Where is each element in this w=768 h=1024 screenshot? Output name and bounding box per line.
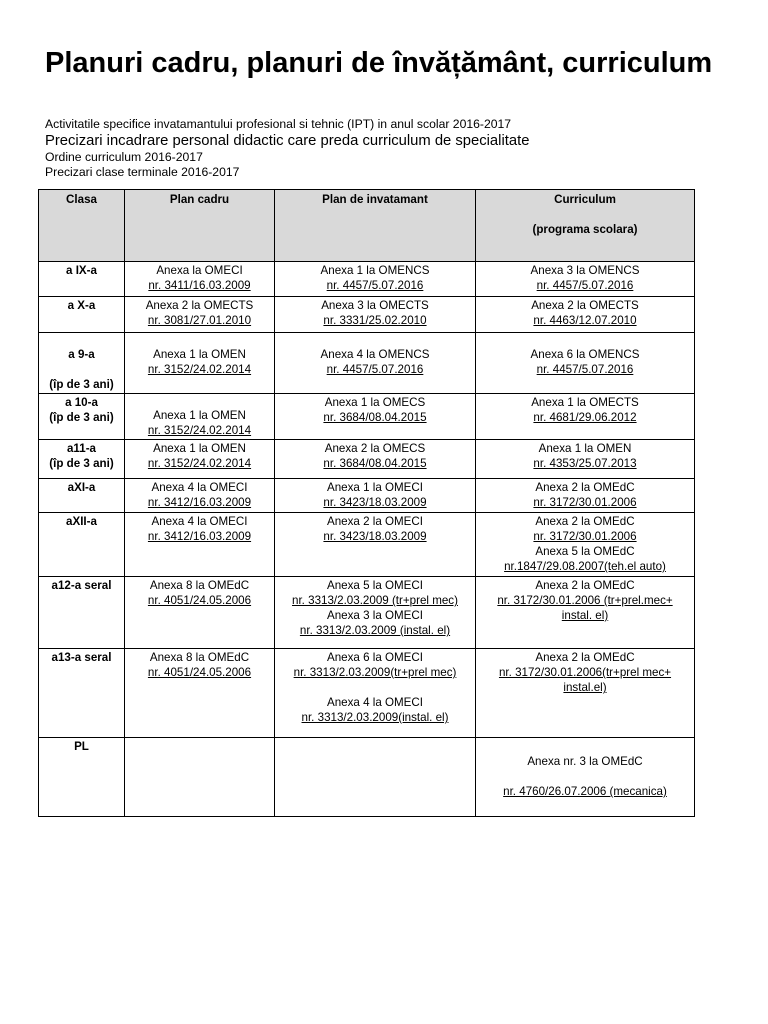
order-link[interactable]: instal. el): [561, 609, 609, 622]
clasa-text: aXI-a: [67, 481, 96, 494]
order-link[interactable]: nr. 3684/08.04.2015: [323, 457, 427, 470]
anexa-label: Anexa 3 la OMENCS: [530, 264, 640, 277]
anexa-label: Anexa 5 la OMECI: [326, 579, 423, 592]
order-link[interactable]: instal.el): [563, 681, 607, 694]
cell-clasa: [39, 394, 125, 440]
table-header-row: [39, 190, 695, 262]
anexa-label: Anexa 1 la OMECTS: [531, 396, 639, 409]
order-link[interactable]: nr. 3152/24.02.2014: [147, 424, 252, 437]
cell-clasa: [39, 738, 125, 817]
cell-plan-cadru: [125, 577, 275, 649]
order-link[interactable]: nr. 3081/27.01.2010: [147, 314, 252, 327]
anexa-label: Anexa 2 la OMECI: [326, 515, 423, 528]
order-link[interactable]: nr. 4457/5.07.2016: [326, 363, 424, 376]
anexa-label: Anexa 1 la OMEN: [153, 409, 246, 422]
order-link[interactable]: nr. 3412/16.03.2009: [147, 496, 252, 509]
order-link[interactable]: nr. 3412/16.03.2009: [147, 530, 252, 543]
anexa-label: Anexa 2 la OMECS: [324, 442, 426, 455]
cell-clasa: [39, 333, 125, 394]
table-row: [39, 649, 695, 738]
cell-plan-cadru: [125, 262, 275, 297]
anexa-label: Anexa 2 la OMECTS: [531, 299, 639, 312]
clasa-note: (îp de 3 ani): [49, 378, 114, 391]
clasa-text: a11-a: [66, 442, 96, 455]
anexa-label: Anexa 3 la OMECI: [326, 609, 423, 622]
clasa-text: a 10-a: [65, 396, 98, 409]
cell-plan-invatamant: [275, 297, 476, 333]
anexa-label: Anexa 1 la OMECS: [324, 396, 426, 409]
header-curriculum-sub: (programa scolara): [532, 223, 638, 236]
order-link[interactable]: nr. 3313/2.03.2009(instal. el): [301, 711, 449, 724]
cell-curriculum: [476, 440, 695, 479]
header-plan-cadru: Plan cadru: [125, 190, 275, 262]
order-link[interactable]: nr. 4457/5.07.2016: [536, 363, 634, 376]
cell-curriculum: [476, 649, 695, 738]
cell-plan-cadru: [125, 479, 275, 513]
header-clasa: Clasa: [39, 190, 125, 262]
order-link[interactable]: nr. 4051/24.05.2006: [147, 594, 252, 607]
cell-curriculum: [476, 333, 695, 394]
cell-plan-invatamant: [275, 333, 476, 394]
cell-clasa: [39, 440, 125, 479]
order-link[interactable]: nr. 3423/18.03.2009: [323, 496, 427, 509]
clasa-text: a12-a seral: [51, 579, 112, 592]
anexa-label: Anexa 4 la OMECI: [151, 481, 248, 494]
order-link[interactable]: nr. 3313/2.03.2009 (instal. el): [299, 624, 451, 637]
link-ordine-curriculum[interactable]: Ordine curriculum 2016-2017: [45, 150, 203, 164]
anexa-label: Anexa 1 la OMENCS: [320, 264, 430, 277]
order-link[interactable]: nr. 3684/08.04.2015: [323, 411, 427, 424]
order-link[interactable]: nr. 4681/29.06.2012: [533, 411, 637, 424]
cell-plan-cadru: [125, 333, 275, 394]
clasa-note: (îp de 3 ani): [49, 411, 114, 424]
anexa-label: Anexa 4 la OMENCS: [320, 348, 430, 361]
clasa-text: a IX-a: [66, 264, 97, 277]
order-link[interactable]: nr. 4463/12.07.2010: [533, 314, 637, 327]
cell-clasa: [39, 479, 125, 513]
cell-plan-invatamant: [275, 394, 476, 440]
cell-plan-invatamant: [275, 513, 476, 577]
cell-plan-invatamant: [275, 649, 476, 738]
order-link[interactable]: nr. 4457/5.07.2016: [536, 279, 634, 292]
anexa-label: Anexa nr. 3 la OMEdC: [527, 755, 643, 768]
cell-clasa: [39, 513, 125, 577]
table-row: [39, 394, 695, 440]
anexa-label: Anexa 5 la OMEdC: [535, 545, 635, 558]
order-link[interactable]: nr. 3423/18.03.2009: [323, 530, 427, 543]
anexa-label: Anexa 1 la OMECI: [326, 481, 423, 494]
clasa-text: PL: [74, 740, 89, 753]
anexa-label: Anexa 4 la OMECI: [151, 515, 248, 528]
header-plan-invatamant: Plan de invatamant: [275, 190, 476, 262]
cell-clasa: [39, 577, 125, 649]
cell-plan-invatamant: [275, 577, 476, 649]
cell-plan-cadru: [125, 440, 275, 479]
order-link[interactable]: nr. 4051/24.05.2006: [147, 666, 252, 679]
order-link[interactable]: nr. 3172/30.01.2006 (tr+prel.mec+: [497, 594, 673, 607]
link-activitati-ipt[interactable]: Activitatile specifice invatamantului profesional si tehnic (IPT) in anul scolar 2016-2017: [45, 117, 512, 131]
order-link[interactable]: nr. 4760/26.07.2006 (mecanica): [503, 785, 667, 798]
order-link[interactable]: nr. 3172/30.01.2006(tr+prel mec+: [498, 666, 672, 679]
anexa-label: Anexa 1 la OMEN: [153, 348, 246, 361]
cell-curriculum: [476, 577, 695, 649]
cell-clasa: [39, 297, 125, 333]
cell-curriculum: [476, 738, 695, 817]
anexa-label: Anexa 8 la OMEdC: [149, 651, 250, 664]
cell-curriculum: [476, 297, 695, 333]
order-link[interactable]: nr. 3172/30.01.2006: [533, 496, 637, 509]
anexa-label: Anexa 2 la OMEdC: [535, 515, 635, 528]
cell-plan-cadru: [125, 394, 275, 440]
table-row: [39, 738, 695, 817]
header-curriculum: [476, 190, 695, 262]
order-link[interactable]: nr.1847/29.08.2007(teh.el auto): [504, 560, 666, 573]
order-link[interactable]: nr. 3331/25.02.2010: [323, 314, 427, 327]
cell-curriculum: [476, 513, 695, 577]
clasa-text: aXII-a: [66, 515, 97, 528]
cell-plan-invatamant: [275, 738, 476, 817]
cell-plan-invatamant: [275, 262, 476, 297]
anexa-label: Anexa 2 la OMEdC: [535, 579, 635, 592]
anexa-label: Anexa 2 la OMEdC: [535, 481, 635, 494]
link-precizari-clase-terminale[interactable]: Precizari clase terminale 2016-2017: [45, 165, 240, 179]
clasa-text: a X-a: [67, 299, 96, 312]
header-curriculum-label: Curriculum: [554, 193, 616, 206]
curriculum-table: [38, 189, 695, 817]
anexa-label: Anexa 8 la OMEdC: [149, 579, 250, 592]
order-link[interactable]: nr. 3313/2.03.2009 (tr+prel mec): [292, 594, 458, 607]
cell-curriculum: [476, 394, 695, 440]
anexa-label: Anexa 6 la OMECI: [326, 651, 423, 664]
table-row: [39, 479, 695, 513]
order-link[interactable]: nr. 3152/24.02.2014: [147, 363, 252, 376]
table-row: [39, 297, 695, 333]
anexa-label: Anexa la OMECI: [156, 264, 243, 277]
table-row: [39, 333, 695, 394]
anexa-label: Anexa 2 la OMEdC: [535, 651, 635, 664]
document-links: [45, 117, 529, 180]
table-row: [39, 440, 695, 479]
cell-plan-cadru: [125, 513, 275, 577]
cell-plan-invatamant: [275, 479, 476, 513]
table-row: [39, 262, 695, 297]
clasa-text: a13-a seral: [51, 651, 112, 664]
order-link[interactable]: nr. 3313/2.03.2009(tr+prel mec): [293, 666, 457, 679]
anexa-label: Anexa 1 la OMEN: [153, 442, 246, 455]
cell-plan-invatamant: [275, 440, 476, 479]
cell-plan-cadru: [125, 738, 275, 817]
order-link[interactable]: nr. 4457/5.07.2016: [326, 279, 424, 292]
anexa-label: Anexa 3 la OMECTS: [321, 299, 429, 312]
cell-clasa: [39, 649, 125, 738]
order-link[interactable]: nr. 3172/30.01.2006: [533, 530, 637, 543]
anexa-label: Anexa 2 la OMECTS: [145, 299, 254, 312]
order-link[interactable]: nr. 3411/16.03.2009: [148, 279, 251, 292]
page-title: Planuri cadru, planuri de învățământ, curriculum: [45, 47, 713, 79]
cell-clasa: [39, 262, 125, 297]
anexa-label: Anexa 1 la OMEN: [538, 442, 632, 455]
table-row: [39, 577, 695, 649]
table-row: [39, 513, 695, 577]
anexa-label: Anexa 6 la OMENCS: [530, 348, 640, 361]
clasa-note: (îp de 3 ani): [49, 457, 114, 470]
order-link[interactable]: nr. 3152/24.02.2014: [147, 457, 252, 470]
anexa-label: Anexa 4 la OMECI: [326, 696, 423, 709]
order-link[interactable]: nr. 4353/25.07.2013: [533, 457, 637, 470]
cell-curriculum: [476, 479, 695, 513]
clasa-text: a 9-a: [68, 348, 95, 361]
cell-curriculum: [476, 262, 695, 297]
cell-plan-cadru: [125, 649, 275, 738]
cell-plan-cadru: [125, 297, 275, 333]
link-precizari-incadrare[interactable]: Precizari incadrare personal didactic care preda curriculum de specialitate: [45, 133, 530, 149]
